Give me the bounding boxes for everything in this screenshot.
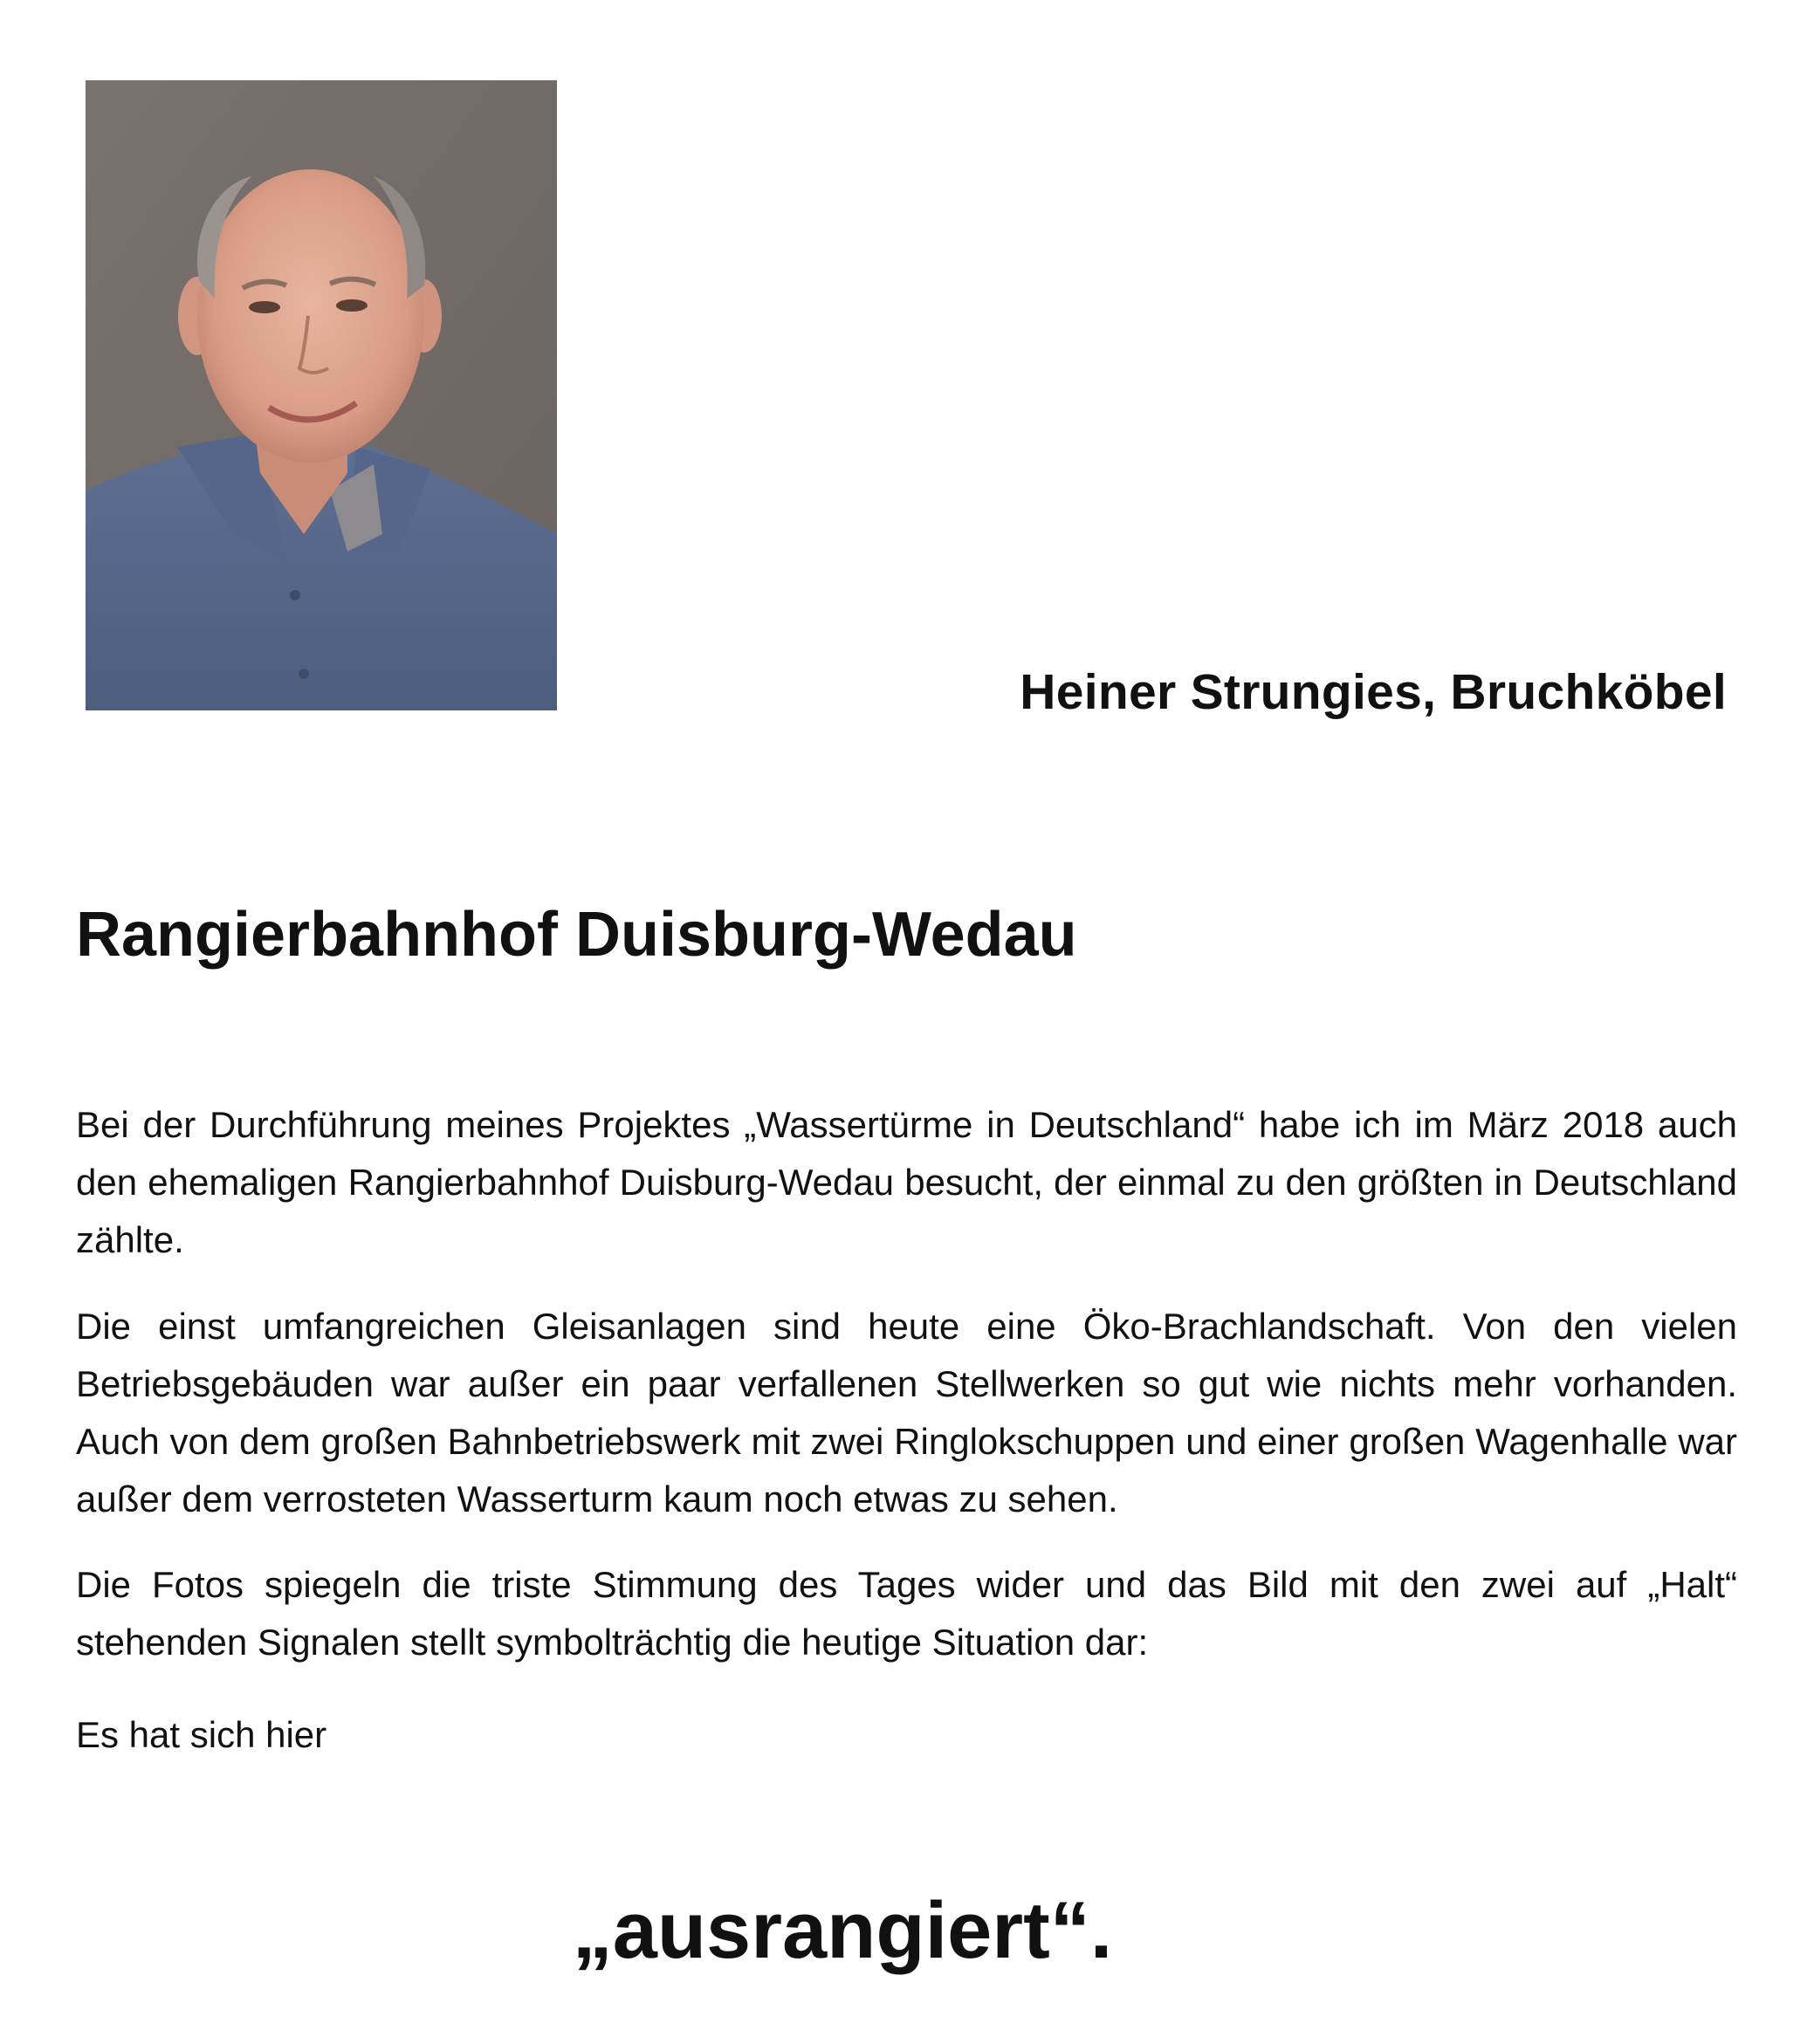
paragraph-photos: Die Fotos spiegeln die triste Stimmung des Tages wider und das Bild mit den zwei auf „Halt“ stehenden Signalen stellt symbolträchtig die heutige Situation dar:	[76, 1564, 1737, 1663]
paragraph-intro: Bei der Durchführung meines Projektes „Wassertürme in Deutschland“ habe ich im März 2018 auch den ehemaligen Rangierbahnhof Duisburg-Wedau besucht, der einmal zu den größten in Deutschland zählte.	[76, 1104, 1737, 1260]
paragraph-lead-in: Es hat sich hier	[76, 1714, 327, 1755]
article-title: Rangierbahnhof Duisburg-Wedau	[76, 900, 1077, 970]
author-portrait-photo	[86, 80, 557, 710]
author-byline: Heiner Strungies, Bruchköbel	[1020, 664, 1727, 720]
paragraph-description: Die einst umfangreichen Gleisanlagen sind heute eine Öko-Brachlandschaft. Von den vielen Betriebsgebäuden war außer ein paar verfallenen Stellwerken so gut wie nichts mehr vorhanden. Auch von dem großen Bahnbetriebswerk mit zwei Ringlokschuppen und einer großen Wagenhalle war außer dem verrosteten Wasserturm kaum noch etwas zu sehen.	[76, 1306, 1737, 1519]
closing-statement: „ausrangiert“.	[572, 1886, 1113, 1975]
